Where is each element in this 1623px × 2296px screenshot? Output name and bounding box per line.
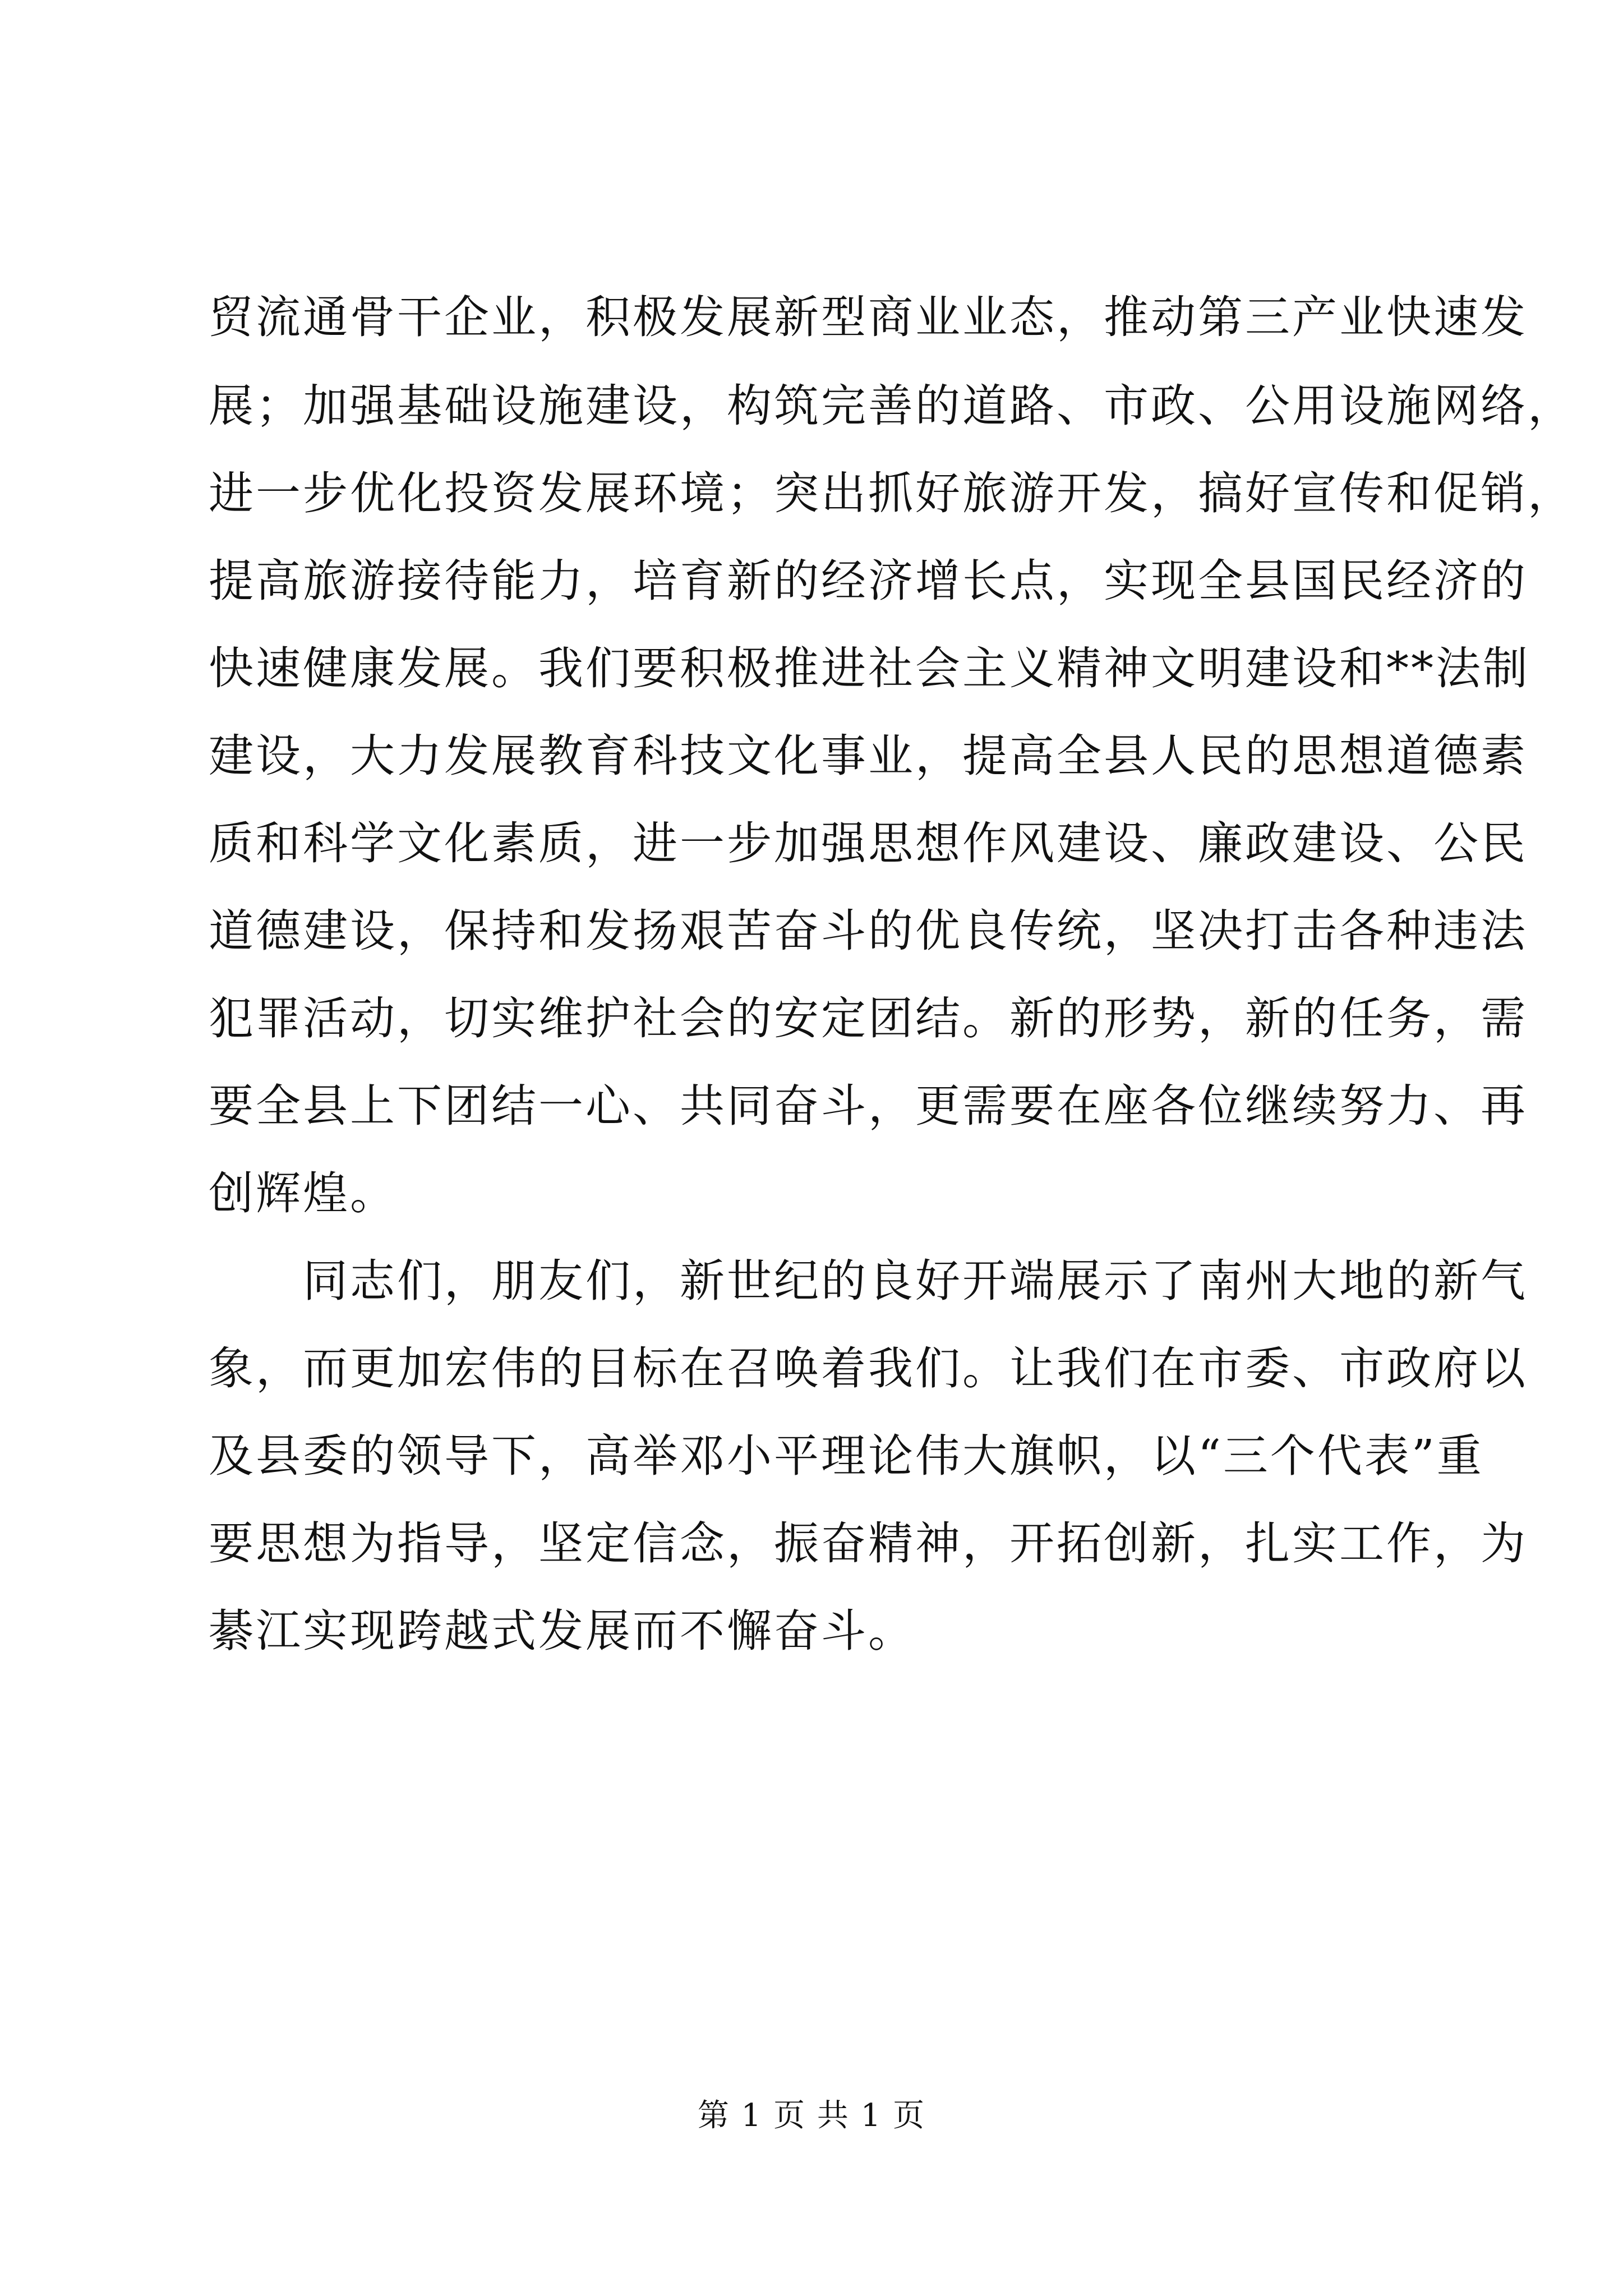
paragraph-line: 进一步优化投资发展环境；突出抓好旅游开发，搞好宣传和促销， — [209, 467, 1575, 519]
paragraph-line: 要全县上下团结一心、共同奋斗，更需要在座各位继续努力、再 — [209, 1080, 1528, 1132]
paragraph-line: 质和科学文化素质，进一步加强思想作风建设、廉政建设、公民 — [209, 817, 1528, 869]
paragraph-line: 象，而更加宏伟的目标在召唤着我们。让我们在市委、市政府以 — [209, 1342, 1528, 1395]
paragraph-line: 建设，大力发展教育科技文化事业，提高全县人民的思想道德素 — [209, 730, 1528, 782]
paragraph-line: 创辉煌。 — [209, 1167, 397, 1220]
paragraph-line: 快速健康发展。我们要积极推进社会主义精神文明建设和**法制 — [209, 642, 1530, 694]
paragraph-line: 展；加强基础设施建设，构筑完善的道路、市政、公用设施网络， — [209, 380, 1575, 432]
paragraph-line: 道德建设，保持和发扬艰苦奋斗的优良传统，坚决打击各种违法 — [209, 905, 1528, 957]
paragraph-line: 提高旅游接待能力，培育新的经济增长点，实现全县国民经济的 — [209, 555, 1528, 607]
paragraph-line: 及县委的领导下，高举邓小平理论伟大旗帜，以“三个代表”重 — [209, 1430, 1484, 1482]
paragraph-line: 犯罪活动，切实维护社会的安定团结。新的形势，新的任务，需 — [209, 992, 1528, 1045]
paragraph-line: 綦江实现跨越式发展而不懈奋斗。 — [209, 1605, 915, 1657]
page-number-footer: 第 1 页 共 1 页 — [697, 2097, 926, 2134]
paragraph-first-line: 同志们，朋友们，新世纪的良好开端展示了南州大地的新气 — [303, 1255, 1528, 1307]
paragraph-line: 要思想为指导，坚定信念，振奋精神，开拓创新，扎实工作，为 — [209, 1517, 1528, 1570]
paragraph-line: 贸流通骨干企业，积极发展新型商业业态，推动第三产业快速发 — [209, 291, 1528, 343]
